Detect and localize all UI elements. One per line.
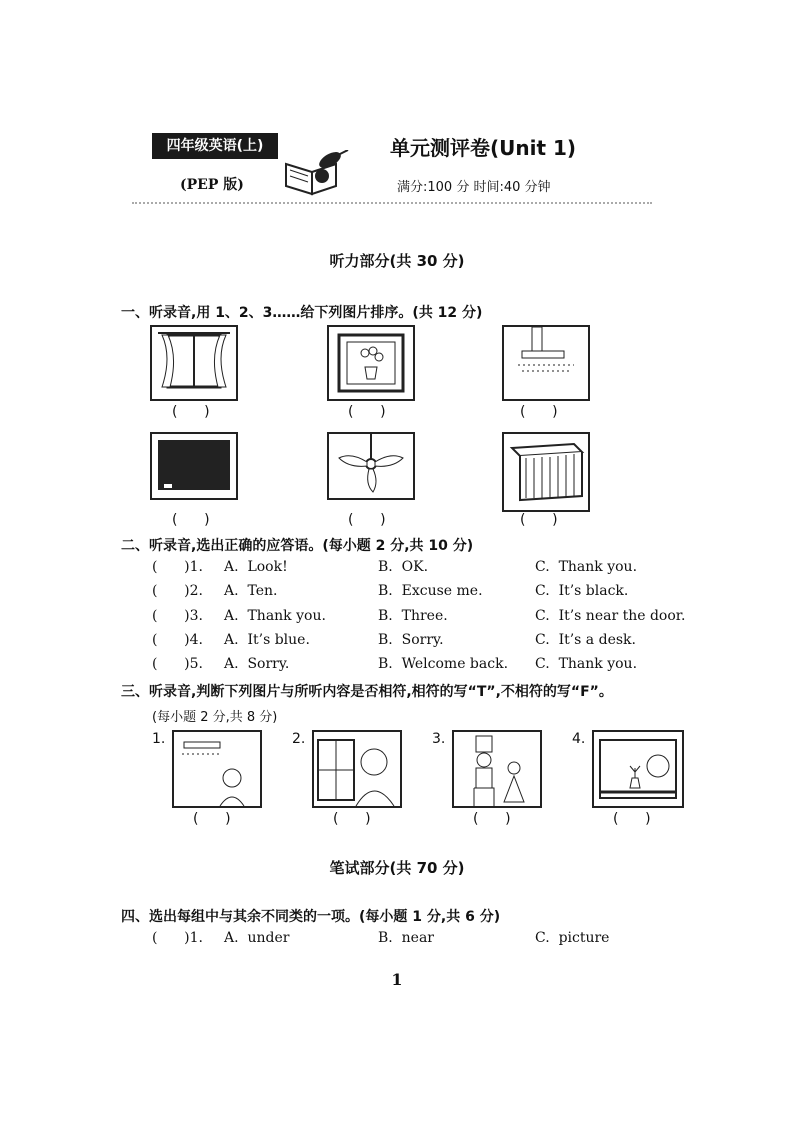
q4-row1-number[interactable]: ( )1. — [152, 930, 203, 946]
q2-row2-number[interactable]: ( )2. — [152, 583, 203, 599]
q3-window-plant-picture — [592, 730, 684, 808]
page-number: 1 — [391, 970, 403, 989]
q2-row1-number[interactable]: ( )1. — [152, 559, 203, 575]
q2-row3-option-a: A. Thank you. — [224, 608, 326, 624]
q4-row1-option-a: A. under — [224, 930, 290, 946]
edition-label: (PEP 版) — [180, 177, 244, 193]
q2-row4-option-c: C. It’s a desk. — [535, 632, 636, 648]
q1-blank-3[interactable]: ( ) — [520, 404, 558, 420]
q3-blank-1[interactable]: ( ) — [193, 811, 231, 827]
q3-blank-3[interactable]: ( ) — [473, 811, 511, 827]
q2-row1-option-b: B. OK. — [378, 559, 429, 575]
q2-row5-option-b: B. Welcome back. — [378, 656, 509, 672]
q3-blank-2[interactable]: ( ) — [333, 811, 371, 827]
light-picture — [502, 325, 590, 401]
q3-item4-number: 4. — [572, 731, 586, 747]
q1-title: 一、听录音,用 1、2、3……给下列图片排序。(共 12 分) — [121, 305, 483, 321]
q2-row1-option-a: A. Look! — [224, 559, 288, 575]
q2-row1-option-c: C. Thank you. — [535, 559, 638, 575]
grade-badge: 四年级英语(上) — [152, 133, 278, 159]
q2-row4-option-b: B. Sorry. — [378, 632, 444, 648]
page-title: 单元测评卷(Unit 1) — [390, 136, 577, 160]
q2-row4-option-a: A. It’s blue. — [224, 632, 310, 648]
writing-heading: 笔试部分(共 70 分) — [329, 859, 465, 877]
q2-row2-option-b: B. Excuse me. — [378, 583, 483, 599]
q1-blank-4[interactable]: ( ) — [172, 512, 210, 528]
q3-window-cleaning-picture — [312, 730, 402, 808]
q2-row3-number[interactable]: ( )3. — [152, 608, 203, 624]
q2-row5-option-a: A. Sorry. — [224, 656, 290, 672]
q2-row2-option-c: C. It’s black. — [535, 583, 629, 599]
q3-children-picture — [452, 730, 542, 808]
window-picture — [150, 325, 238, 401]
q4-row1-option-c: C. picture — [535, 930, 610, 946]
q1-blank-5[interactable]: ( ) — [348, 512, 386, 528]
desk-picture — [502, 432, 590, 512]
blackboard-picture — [150, 432, 238, 500]
score-time-info: 满分:100 分 时间:40 分钟 — [397, 180, 551, 195]
q3-item3-number: 3. — [432, 731, 446, 747]
q3-item1-number: 1. — [152, 731, 166, 747]
listening-heading: 听力部分(共 30 分) — [329, 252, 465, 270]
q3-title: 三、听录音,判断下列图片与所听内容是否相符,相符的写“T”,不相符的写“F”。 — [121, 684, 613, 700]
q1-blank-6[interactable]: ( ) — [520, 512, 558, 528]
fan-picture — [327, 432, 415, 500]
q1-blank-2[interactable]: ( ) — [348, 404, 386, 420]
q2-row5-number[interactable]: ( )5. — [152, 656, 203, 672]
book-logo-icon — [282, 150, 352, 196]
q2-row4-number[interactable]: ( )4. — [152, 632, 203, 648]
flower-painting-picture — [327, 325, 415, 401]
q3-blank-4[interactable]: ( ) — [613, 811, 651, 827]
q2-row3-option-c: C. It’s near the door. — [535, 608, 686, 624]
q4-title: 四、选出每组中与其余不同类的一项。(每小题 1 分,共 6 分) — [121, 909, 501, 925]
q2-row3-option-b: B. Three. — [378, 608, 448, 624]
q3-item2-number: 2. — [292, 731, 306, 747]
q4-row1-option-b: B. near — [378, 930, 434, 946]
q3-light-child-picture — [172, 730, 262, 808]
q3-subtitle: (每小题 2 分,共 8 分) — [152, 710, 278, 725]
q1-blank-1[interactable]: ( ) — [172, 404, 210, 420]
q2-title: 二、听录音,选出正确的应答语。(每小题 2 分,共 10 分) — [121, 538, 474, 554]
q2-row2-option-a: A. Ten. — [224, 583, 278, 599]
header-divider — [132, 202, 652, 210]
q2-row5-option-c: C. Thank you. — [535, 656, 638, 672]
